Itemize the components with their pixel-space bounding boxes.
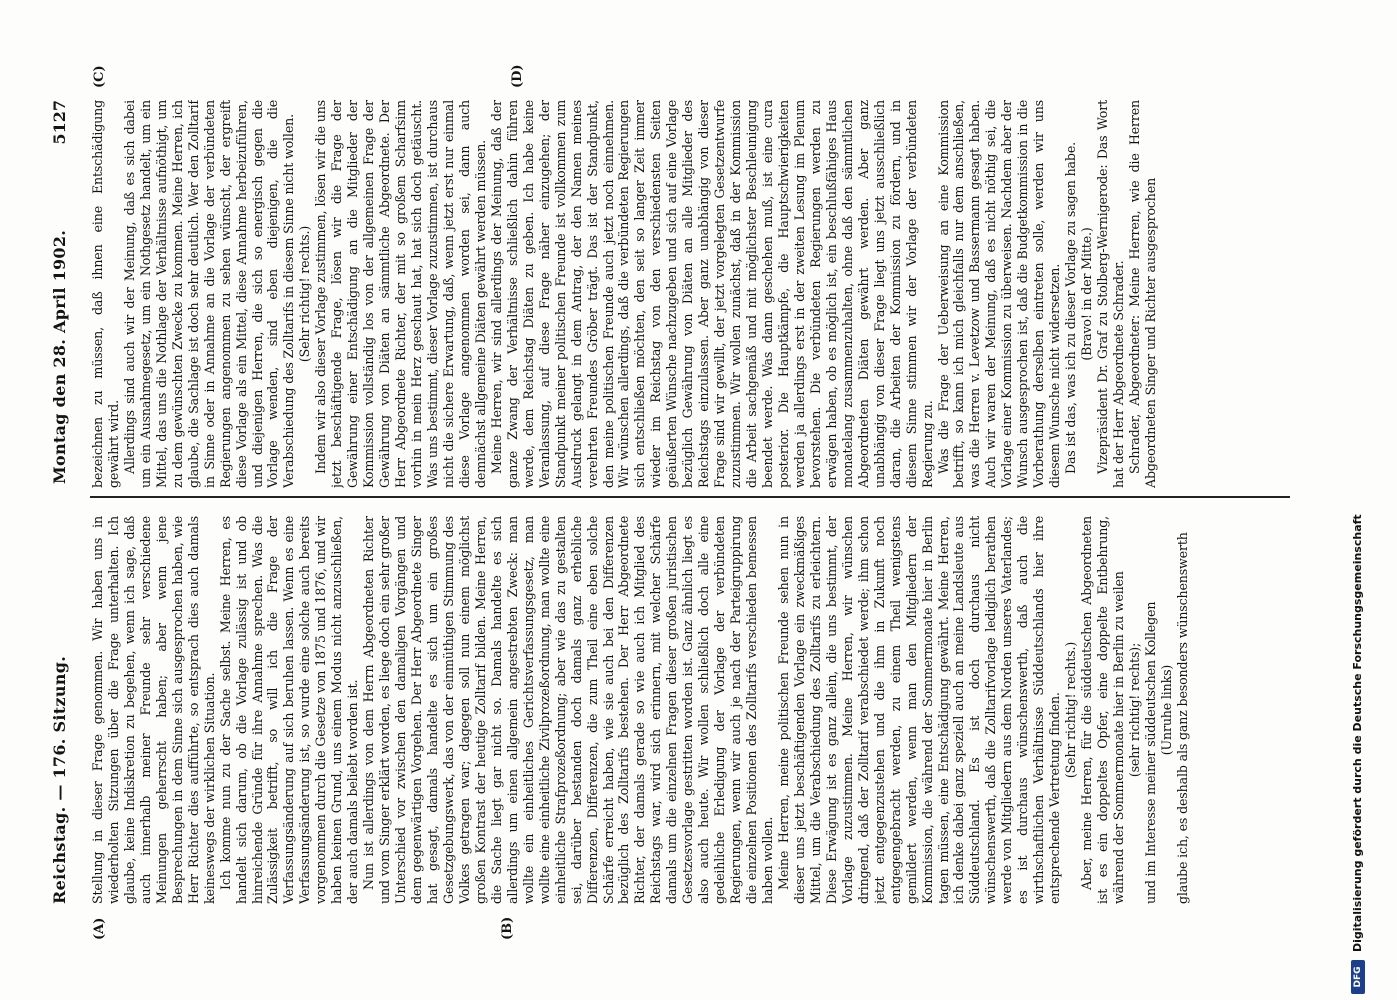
margin-marker-b: (B) — [500, 916, 515, 940]
column-divider — [90, 496, 1290, 498]
paragraph: Indem wir also dieser Vorlage zustimmen, lösen wir die uns jetzt beschäftigende Frage, lösen wir die Frage der Gewährung einer Entschädigung an die Mitglieder der Kommission vollständig los von der allgemeinen Frage der Gewährung von Diäten an sämmtliche Abgeordnete. Der Herr Abgeordnete Richter, der mit so großem Scharfsinn vorhin in mein Herz geschaut hat, hat sich doch getäuscht. Was uns bestimmt, dieser Vorlage zuzustimmen, ist durchaus nicht die sichere Erwartung, daß, wenn jetzt erst nur einmal diese Vorlage angenommen worden sei, dann auch demnächst allgemeine Diäten gewährt werden müssen. — [313, 100, 488, 488]
paragraph: glaube ich, es deshalb als ganz besonders wünschenswerth — [1174, 532, 1190, 904]
dfg-logo: DFG — [1351, 960, 1365, 994]
paragraph: Meine Herren, wir sind allerdings der Meinung, daß der ganze Zwang der Verhältnisse schließlich dahin führen werde, dem Reichstag Diäten zu geben. Ich habe keine Veranlassung, auf diese Frage näher einzugehen; der Standpunkt meiner politischen Freunde ist vollkommen zum Ausdruck gelangt in dem Antrag, der den Namen meines verehrten Freundes Gröber trägt. Das ist der Standpunkt, den meine politischen Freunde auch jetzt noch einnehmen. Wir wünschen allerdings, daß die verbündeten Regierungen sich entschließen möchten, den seit so langer Zeit immer wieder im Reichstag von den verschiedensten Seiten geäußerten Wünsche nachzugeben und sich auf eine Vorlage bezüglich Gewährung von Diäten an alle Mitglieder des Reichstags einzulassen. Aber ganz unabhängig von dieser Frage sind wir gewillt, der jetzt vorgelegten Gesetzentwurfe zuzustimmen. Wir wollen zunächst, daß in der Kommission die Arbeit sachgemäß und mit möglichster Beschleunigung beendet werde. Was dann geschehen muß, ist eine cura posterior. Die Hauptkämpfe, die Hauptschwierigkeiten werden ja allerdings erst in der zweiten Lesung im Plenum bevorstehen. Die verbündeten Regierungen werden zu erwägen haben, ob es möglich ist, ein beschlußfähiges Haus monatelang zusammenzuhalten, ohne daß den sämmtlichen Abgeordneten Diäten gewährt werden. Aber ganz unabhängig von dieser Frage liegt uns jetzt ausschließlich daran, die Arbeiten der Kommission zu fördern, und in diesem Sinne stimmen wir der Vorlage der verbündeten Regierung zu. — [488, 100, 935, 488]
paragraph: Meine Herren, meine politischen Freunde sehen nun in dieser uns jetzt beschäftigenden Vorlage ein zweckmäßiges Mittel, um die Verabschiedung des Zolltarifs zu erleichtern. Diese Erwägung ist es ganz allein, die uns bestimmt, der Vorlage zuzustimmen. Meine Herren, wir wünschen dringend, daß der Zolltarif verabschiedet werde; ihm schon jetzt entgegenzustehen und die ihm in Zukunft noch entgegengebracht werden, zu einem Theil wenigstens gemildert werden, wenn man den Mitgliedern der Kommission, die während der Sommermonate hier in Berlin tagen müssen, eine Entschädigung gewährt. Meine Herren, ich denke dabei ganz speziell auch an meine Landsleute aus Süddeutschland. Es ist doch durchaus nicht wünschenswerth, daß die Zolltarifvorlage lediglich berathen werde von Mitgliedern aus dem Norden unseres Vaterlandes; es ist durchaus wünschenswerth, daß auch die wirthschaftlichen Verhältnisse Süddeutschlands hier ihre entsprechende Vertretung finden. — [775, 516, 1063, 904]
paragraph: (Sehr richtig! rechts.) — [1063, 641, 1079, 779]
paragraph: Aber, meine Herren, für die süddeutschen Abgeordneten ist es ein doppeltes Opfer, eine doppelte Entbehrung, während der Sommermonate hier in Berlin zu weilen — [1079, 516, 1126, 904]
paragraph: Allerdings sind auch wir der Meinung, daß es sich dabei um ein Ausnahmegesetz, um ein Nothgesetz handelt, um ein Mittel, das uns die Nothlage der Verhältnisse aufnöthigt, um zu dem gewünschten Zwecke zu kommen. Meine Herren, ich glaube, die Sachlage ist doch sehr deutlich. Wer den Zolltarif in Sinne oder in Annahme an die Vorlage der verbündeten Regierungen angenommen zu sehen wünscht, der ergreift diese Vorlage als ein Mittel, diese Annahme herbeizuführen, und diejenigen Herren, die sich so energisch gegen die Vorlage wenden, sind eben diejenigen, die die Verabschiedung des Zolltarifs in diesem Sinne nicht wollen. — [121, 100, 297, 488]
page-header — [50, 100, 72, 904]
paragraph: (sehr richtig! rechts); — [1126, 642, 1142, 778]
paragraph: (Sehr richtig! rechts.) — [297, 225, 313, 363]
paragraph: und im Interesse meiner süddeutschen Kollegen — [1142, 601, 1158, 904]
margin-marker-c: (C) — [92, 65, 107, 88]
header-right-title: Montag den 28. April 1902. — [50, 229, 69, 484]
paragraph: Nun ist allerdings von dem Herrn Abgeordneten Richter und vom Singer erklärt worden, es liege doch ein sehr großer Unterschied vor zwischen den damaligen Vorgängen und dem gegenwärtigen Vorgehen. Der Herr Abgeordnete Singer hat gesagt, damals handelte es sich um ein großes Gesetzgebungswerk, das von der einmüthigen Stimmung des Volkes getragen war; dagegen soll nun einem möglichst großen Kontrast der heutige Zolltarif bilden. Meine Herren, die Sache liegt gar nicht so. Damals handelte es sich allerdings um einen allgemein angestrebten Zweck: man wollte ein einheitliches Gerichtsverfassungsgesetz, man wollte eine einheitliche Zivilprozeßordnung, man wollte eine einheitliche Strafprozeßordnung; aber wie das zu gestalten sei, darüber bestanden doch damals ganz erhebliche Differenzen, Differenzen, die zum Theil eine eben solche Schärfe erreicht haben, wie sie auch bei den Differenzen bezüglich des Zolltarifs bestehen. Der Herr Abgeordnete Richter, der damals gerade so wie auch ich Mitglied des Reichstags war, wird sich erinnern, mit welcher Schärfe damals um die einzelnen Fragen dieser großen juristischen Gesetzesvorlage gestritten worden ist. Ganz ähnlich liegt es also auch heute. Wir wollen schließlich doch alle eine gedeihliche Erledigung der Vorlage der verbündeten Regierungen, wenn wir auch je nach der Parteigruppirung die einzelnen Positionen des Zolltarifs verschieden bemessen haben wollen. — [361, 516, 776, 904]
paragraph: Stellung in dieser Frage genommen. Wir haben uns in wiederholten Sitzungen über die Frage unterhalten. Ich glaube, keine Indiskretion zu begehen, wenn ich sage, daß auch innerhalb meiner Freunde sehr verschiedene Meinungen geherrscht haben; aber wenn jene Besprechungen in dem Sinne sich ausgesprochen haben, wie Herr Richter dies aufführte, so entsprach dies auch damals keineswegs der wirklichen Situation. — [90, 516, 217, 904]
left-text-column — [90, 516, 1290, 904]
margin-marker-d: (D) — [510, 64, 525, 88]
paragraph: Was die Frage der Ueberweisung an eine Kommission betrifft, so kann ich mich gleichfalls nur dem anschließen, was die Herren v. Levetzow und Bassermann gesagt haben. Auch wir waren der Meinung, daß es nicht nöthig sei, die Vorlage einer Kommission zu überweisen. Nachdem aber der Wunsch ausgesprochen ist, daß die Budgetkommission in die Vorberathung derselben eintreten solle, werden wir uns diesem Wunsche nicht widersetzen. — [935, 100, 1063, 488]
page-footer — [1346, 0, 1370, 1000]
paragraph: bezeichnen zu müssen, daß ihnen eine Entschädigung gewährt wird. — [90, 100, 121, 488]
page-number: 5127 — [50, 100, 69, 145]
paragraph: (Bravo! in der Mitte.) — [1079, 227, 1095, 361]
paragraph: (Unruhe links) — [1158, 664, 1174, 756]
paragraph: Vizepräsident Dr. Graf zu Stolberg-Wernigerode: Das Wort hat der Herr Abgeordnete Schrader. — [1095, 100, 1126, 488]
paragraph: Schrader, Abgeordneter: Meine Herren, wie die Herren Abgeordneten Singer und Richter ausgesprochen — [1126, 100, 1158, 488]
paragraph: Ich komme nun zu der Sache selbst. Meine Herren, es handelt sich darum, ob die Vorlage zulässig ist und ob hinreichende Gründe für ihre Annahme sprechen. Was die Zulässigkeit betrifft, so will ich die Frage der Verfassungsänderung auf sich beruhen lassen. Wenn es eine Verfassungsänderung ist, so wurde eine solche auch bereits vorgenommen durch die Gesetze von 1875 und 1876, und wir haben keinen Grund, uns einem Modus nicht anzuschließen, der auch damals beliebt worden ist. — [217, 516, 361, 904]
paragraph: Das ist das, was ich zu dieser Vorlage zu sagen habe. — [1063, 142, 1079, 474]
header-left-title: Reichstag. — 176. Sitzung. — [50, 655, 69, 904]
margin-marker-a: (A) — [92, 917, 107, 940]
footer-credit: Digitalisierung gefördert durch die Deutsche Forschungsgemeinschaft — [1351, 514, 1364, 952]
right-text-column — [90, 100, 1290, 488]
